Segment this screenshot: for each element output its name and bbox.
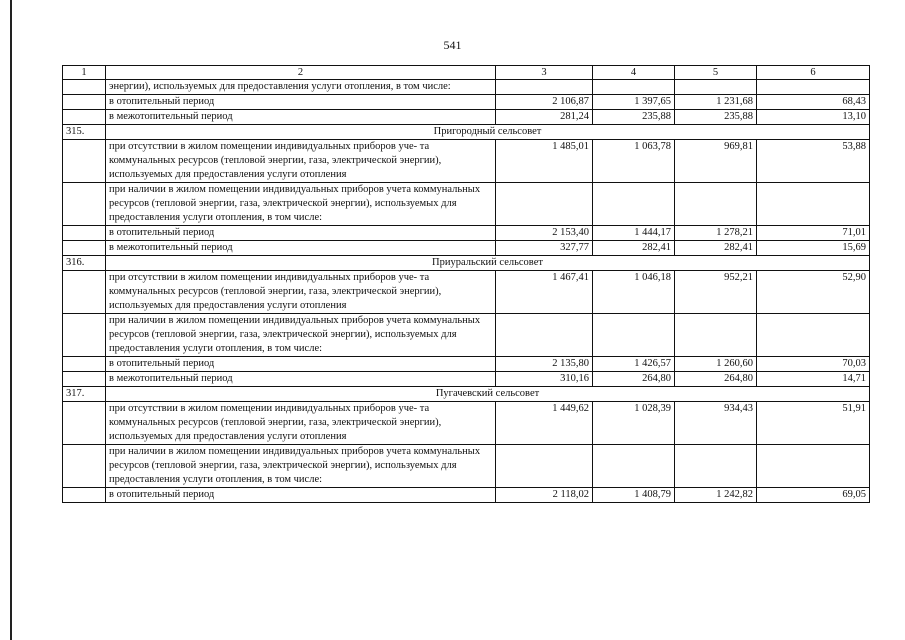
- table-row: [63, 488, 870, 503]
- value-col3: [496, 314, 593, 357]
- tariff-table-body: [63, 66, 870, 503]
- table-row: [63, 110, 870, 125]
- column-header: 4: [593, 66, 675, 80]
- column-header-row: [63, 66, 870, 80]
- value-col3: 281,24: [496, 110, 593, 125]
- value-col3: 2 118,02: [496, 488, 593, 503]
- value-col5: [675, 80, 757, 95]
- value-col4: 264,80: [593, 372, 675, 387]
- section-header-row: [63, 125, 870, 140]
- row-number-cell: [63, 402, 106, 445]
- table-row: [63, 95, 870, 110]
- value-col6: 15,69: [757, 241, 870, 256]
- row-number-cell: [63, 271, 106, 314]
- table-row: [63, 80, 870, 95]
- section-header-row: [63, 256, 870, 271]
- row-label: при отсутствии в жилом помещении индивидуальных приборов уче- та коммунальных ресурсов (тепловой энергии, газа, электрической энергии), используемых для предоставления услуги отопления: [106, 402, 496, 445]
- value-col5: [675, 445, 757, 488]
- row-number-cell: [63, 140, 106, 183]
- value-col3: [496, 183, 593, 226]
- value-col5: 1 278,21: [675, 226, 757, 241]
- value-col6: 53,88: [757, 140, 870, 183]
- value-col3: 310,16: [496, 372, 593, 387]
- row-label: в межотопительный период: [106, 110, 496, 125]
- row-number-cell: [63, 372, 106, 387]
- row-label: при отсутствии в жилом помещении индивидуальных приборов уче- та коммунальных ресурсов (тепловой энергии, газа, электрической энергии), используемых для предоставления услуги отопления: [106, 140, 496, 183]
- value-col3: 1 449,62: [496, 402, 593, 445]
- value-col6: [757, 183, 870, 226]
- row-label: при наличии в жилом помещении индивидуальных приборов учета коммунальных ресурсов (тепловой энергии, газа, электрической энергии), используемых для предоставления услуги отопления, в том числе:: [106, 445, 496, 488]
- table-row: [63, 314, 870, 357]
- column-header: 5: [675, 66, 757, 80]
- value-col4: 1 426,57: [593, 357, 675, 372]
- column-header: 1: [63, 66, 106, 80]
- value-col6: 71,01: [757, 226, 870, 241]
- value-col4: 1 397,65: [593, 95, 675, 110]
- value-col5: [675, 183, 757, 226]
- table-row: [63, 140, 870, 183]
- value-col6: 52,90: [757, 271, 870, 314]
- value-col6: [757, 314, 870, 357]
- value-col5: 235,88: [675, 110, 757, 125]
- value-col6: [757, 445, 870, 488]
- value-col4: 1 028,39: [593, 402, 675, 445]
- table-row: [63, 183, 870, 226]
- value-col5: 952,21: [675, 271, 757, 314]
- value-col5: 1 260,60: [675, 357, 757, 372]
- table-row: [63, 372, 870, 387]
- value-col5: 969,81: [675, 140, 757, 183]
- value-col6: 14,71: [757, 372, 870, 387]
- section-title: Пугачевский сельсовет: [106, 387, 870, 402]
- value-col5: [675, 314, 757, 357]
- column-header: 3: [496, 66, 593, 80]
- row-number-cell: [63, 357, 106, 372]
- row-number-cell: [63, 226, 106, 241]
- value-col3: 2 135,80: [496, 357, 593, 372]
- value-col4: 235,88: [593, 110, 675, 125]
- row-label: в межотопительный период: [106, 372, 496, 387]
- value-col3: [496, 445, 593, 488]
- value-col6: [757, 80, 870, 95]
- tariff-table: [62, 65, 870, 503]
- value-col6: 13,10: [757, 110, 870, 125]
- table-row: [63, 241, 870, 256]
- value-col3: 1 485,01: [496, 140, 593, 183]
- value-col5: 264,80: [675, 372, 757, 387]
- row-label: в отопительный период: [106, 226, 496, 241]
- column-header: 6: [757, 66, 870, 80]
- row-number-cell: [63, 488, 106, 503]
- value-col5: 1 242,82: [675, 488, 757, 503]
- section-number: 317.: [63, 387, 106, 402]
- row-number-cell: [63, 241, 106, 256]
- row-number-cell: [63, 80, 106, 95]
- row-label: в отопительный период: [106, 488, 496, 503]
- value-col5: 1 231,68: [675, 95, 757, 110]
- value-col5: 934,43: [675, 402, 757, 445]
- row-label: при наличии в жилом помещении индивидуальных приборов учета коммунальных ресурсов (тепловой энергии, газа, электрической энергии), используемых для предоставления услуги отопления, в том числе:: [106, 314, 496, 357]
- row-label: энергии), используемых для предоставления услуги отопления, в том числе:: [106, 80, 496, 95]
- value-col6: 69,05: [757, 488, 870, 503]
- row-label: в межотопительный период: [106, 241, 496, 256]
- page-number: 541: [443, 38, 462, 52]
- value-col3: 1 467,41: [496, 271, 593, 314]
- section-title: Пригородный сельсовет: [106, 125, 870, 140]
- row-label: при наличии в жилом помещении индивидуальных приборов учета коммунальных ресурсов (тепловой энергии, газа, электрической энергии), используемых для предоставления услуги отопления, в том числе:: [106, 183, 496, 226]
- value-col3: 327,77: [496, 241, 593, 256]
- section-number: 316.: [63, 256, 106, 271]
- value-col6: 70,03: [757, 357, 870, 372]
- row-label: при отсутствии в жилом помещении индивидуальных приборов уче- та коммунальных ресурсов (тепловой энергии, газа, электрической энергии), используемых для предоставления услуги отопления: [106, 271, 496, 314]
- row-number-cell: [63, 445, 106, 488]
- section-header-row: [63, 387, 870, 402]
- value-col4: 1 063,78: [593, 140, 675, 183]
- row-number-cell: [63, 110, 106, 125]
- value-col6: 51,91: [757, 402, 870, 445]
- row-number-cell: [63, 183, 106, 226]
- value-col3: 2 153,40: [496, 226, 593, 241]
- value-col5: 282,41: [675, 241, 757, 256]
- page-left-border: [10, 0, 12, 640]
- section-title: Приуральский сельсовет: [106, 256, 870, 271]
- value-col4: [593, 183, 675, 226]
- value-col6: 68,43: [757, 95, 870, 110]
- value-col4: 1 408,79: [593, 488, 675, 503]
- table-row: [63, 445, 870, 488]
- value-col4: 1 444,17: [593, 226, 675, 241]
- value-col4: [593, 445, 675, 488]
- row-label: в отопительный период: [106, 357, 496, 372]
- column-header: 2: [106, 66, 496, 80]
- value-col3: [496, 80, 593, 95]
- table-row: [63, 271, 870, 314]
- row-number-cell: [63, 314, 106, 357]
- value-col4: 1 046,18: [593, 271, 675, 314]
- table-row: [63, 402, 870, 445]
- value-col4: 282,41: [593, 241, 675, 256]
- row-label: в отопительный период: [106, 95, 496, 110]
- value-col3: 2 106,87: [496, 95, 593, 110]
- table-row: [63, 357, 870, 372]
- row-number-cell: [63, 95, 106, 110]
- value-col4: [593, 80, 675, 95]
- section-number: 315.: [63, 125, 106, 140]
- table-row: [63, 226, 870, 241]
- value-col4: [593, 314, 675, 357]
